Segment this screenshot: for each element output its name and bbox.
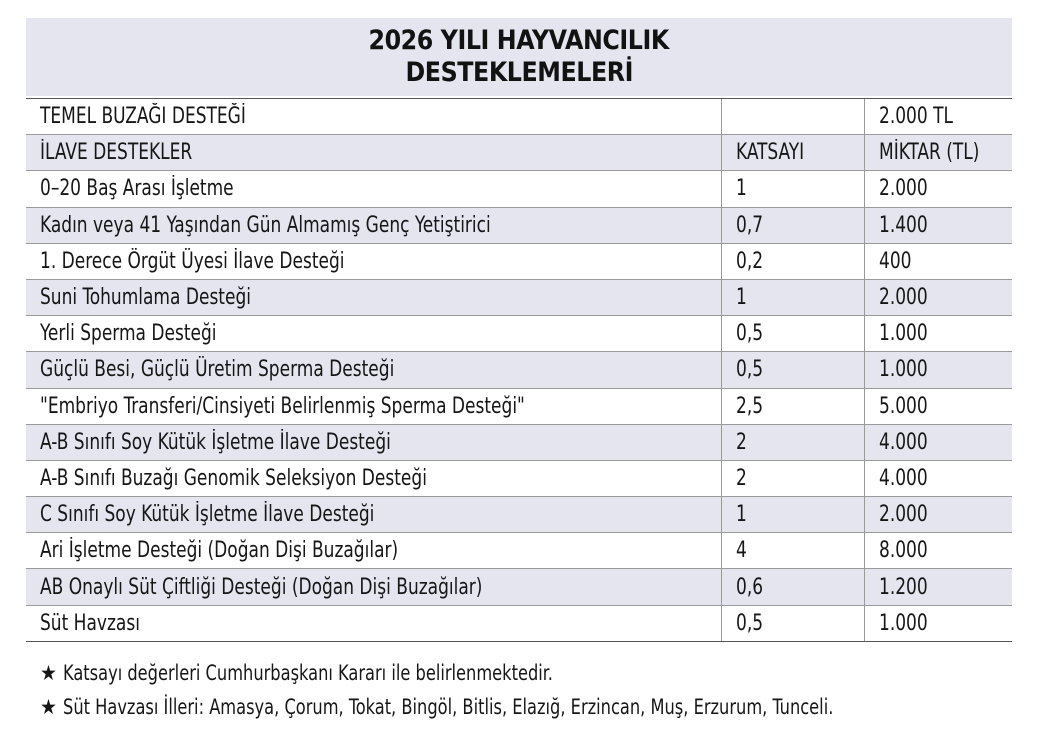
amount-cell bbox=[865, 460, 1012, 496]
coefficient-cell bbox=[721, 243, 865, 279]
amount-cell-text: 8.000 bbox=[879, 538, 929, 564]
support-name-cell-text: Kadın veya 41 Yaşından Gün Almamış Genç Yetiştirici bbox=[40, 212, 491, 238]
support-name-cell-text: TEMEL BUZAĞI DESTEĞİ bbox=[40, 104, 246, 130]
coefficient-cell-text: 0,5 bbox=[735, 357, 763, 383]
base-support-row bbox=[26, 99, 1012, 135]
amount-cell-text: 400 bbox=[879, 248, 912, 274]
table-row bbox=[26, 316, 1012, 352]
support-name-cell bbox=[26, 135, 721, 171]
coefficient-cell bbox=[721, 207, 865, 243]
title-banner bbox=[26, 18, 1012, 96]
support-name-cell bbox=[26, 533, 721, 569]
coefficient-cell bbox=[721, 352, 865, 388]
amount-cell bbox=[865, 99, 1012, 135]
coefficient-cell bbox=[721, 279, 865, 315]
table-row bbox=[26, 605, 1012, 641]
coefficient-cell-text: 1 bbox=[735, 285, 747, 311]
star-icon: ★ bbox=[40, 661, 57, 685]
coefficient-cell-text: 1 bbox=[735, 176, 747, 202]
support-name-cell bbox=[26, 207, 721, 243]
support-name-cell-text: A-B Sınıfı Buzağı Genomik Seleksiyon Desteği bbox=[40, 465, 427, 491]
amount-cell-text: 2.000 bbox=[879, 502, 929, 528]
coefficient-cell bbox=[721, 569, 865, 605]
amount-cell bbox=[865, 388, 1012, 424]
coefficient-cell-text: 0,5 bbox=[735, 610, 763, 636]
amount-cell bbox=[865, 605, 1012, 641]
support-name-cell bbox=[26, 605, 721, 641]
coefficient-cell bbox=[721, 605, 865, 641]
support-table bbox=[26, 98, 1012, 642]
table-row bbox=[26, 388, 1012, 424]
support-name-cell bbox=[26, 279, 721, 315]
table-row bbox=[26, 279, 1012, 315]
support-name-cell-text: Güçlü Besi, Güçlü Üretim Sperma Desteği bbox=[40, 357, 395, 383]
table-row bbox=[26, 352, 1012, 388]
coefficient-cell bbox=[721, 460, 865, 496]
table-row bbox=[26, 533, 1012, 569]
table-row bbox=[26, 569, 1012, 605]
coefficient-cell-text: 0,5 bbox=[735, 321, 763, 347]
support-name-cell bbox=[26, 352, 721, 388]
coefficient-cell-text: 0,6 bbox=[735, 574, 763, 600]
amount-cell bbox=[865, 207, 1012, 243]
coefficient-cell-text: 2 bbox=[735, 465, 747, 491]
amount-cell bbox=[865, 569, 1012, 605]
coefficient-cell-text: 1 bbox=[735, 502, 747, 528]
amount-cell bbox=[865, 497, 1012, 533]
coefficient-cell-text: 4 bbox=[735, 538, 747, 564]
amount-cell-text: 2.000 TL bbox=[879, 104, 954, 130]
amount-cell-text: 4.000 bbox=[879, 429, 929, 455]
amount-cell-text: 4.000 bbox=[879, 465, 929, 491]
amount-cell-text: MİKTAR (TL) bbox=[879, 140, 980, 166]
table-row bbox=[26, 424, 1012, 460]
coefficient-cell-text: 0,7 bbox=[735, 212, 763, 238]
title-line-1: 2026 YILI HAYVANCILIK bbox=[368, 25, 670, 56]
amount-cell-text: 1.400 bbox=[879, 212, 929, 238]
support-name-cell-text: A-B Sınıfı Soy Kütük İşletme İlave Desteği bbox=[40, 429, 391, 455]
support-name-cell bbox=[26, 316, 721, 352]
coefficient-cell bbox=[721, 171, 865, 207]
amount-cell bbox=[865, 243, 1012, 279]
table-header-row bbox=[26, 135, 1012, 171]
support-name-cell-text: İLAVE DESTEKLER bbox=[40, 140, 193, 166]
support-name-cell-text: Suni Tohumlama Desteği bbox=[40, 285, 251, 311]
support-name-cell-text: Ari İşletme Desteği (Doğan Dişi Buzağılar) bbox=[40, 538, 399, 564]
support-name-cell-text: 0–20 Baş Arası İşletme bbox=[40, 176, 234, 202]
amount-cell bbox=[865, 171, 1012, 207]
coefficient-cell bbox=[721, 316, 865, 352]
amount-cell bbox=[865, 279, 1012, 315]
support-name-cell bbox=[26, 569, 721, 605]
table-row bbox=[26, 171, 1012, 207]
support-name-cell bbox=[26, 99, 721, 135]
footnote bbox=[40, 656, 1030, 690]
amount-cell-text: 1.000 bbox=[879, 321, 929, 347]
coefficient-cell-text: 2 bbox=[735, 429, 747, 455]
table-row bbox=[26, 497, 1012, 533]
coefficient-cell bbox=[721, 135, 865, 171]
footnote-text: Katsayı değerleri Cumhurbaşkanı Kararı ile belirlenmektedir. bbox=[62, 661, 553, 685]
support-name-cell bbox=[26, 388, 721, 424]
amount-cell-text: 2.000 bbox=[879, 176, 929, 202]
footnote bbox=[40, 690, 1030, 724]
coefficient-cell-text: KATSAYI bbox=[735, 140, 804, 166]
support-name-cell-text: C Sınıfı Soy Kütük İşletme İlave Desteği bbox=[40, 502, 375, 528]
title-line-2: DESTEKLEMELERİ bbox=[405, 57, 633, 88]
amount-cell-text: 2.000 bbox=[879, 285, 929, 311]
coefficient-cell-text: 2,5 bbox=[735, 393, 763, 419]
support-name-cell-text: AB Onaylı Süt Çiftliği Desteği (Doğan Dişi Buzağılar) bbox=[40, 574, 483, 600]
support-name-cell-text: "Embriyo Transferi/Cinsiyeti Belirlenmiş Sperma Desteği" bbox=[40, 393, 525, 419]
table-row bbox=[26, 207, 1012, 243]
coefficient-cell bbox=[721, 388, 865, 424]
support-name-cell bbox=[26, 497, 721, 533]
support-name-cell bbox=[26, 424, 721, 460]
support-name-cell bbox=[26, 460, 721, 496]
coefficient-cell bbox=[721, 533, 865, 569]
coefficient-cell-text: 0,2 bbox=[735, 248, 763, 274]
support-name-cell bbox=[26, 171, 721, 207]
amount-cell bbox=[865, 135, 1012, 171]
footnote-text: Süt Havzası İlleri: Amasya, Çorum, Tokat, Bingöl, Bitlis, Elazığ, Erzincan, Muş, Erzurum, Tunceli. bbox=[62, 695, 834, 719]
amount-cell-text: 1.000 bbox=[879, 357, 929, 383]
table-row bbox=[26, 243, 1012, 279]
amount-cell-text: 1.200 bbox=[879, 574, 929, 600]
star-icon: ★ bbox=[40, 695, 57, 719]
amount-cell-text: 5.000 bbox=[879, 393, 929, 419]
coefficient-cell bbox=[721, 99, 865, 135]
support-name-cell-text: Yerli Sperma Desteği bbox=[40, 321, 217, 347]
amount-cell-text: 1.000 bbox=[879, 610, 929, 636]
coefficient-cell bbox=[721, 424, 865, 460]
support-name-cell-text: Süt Havzası bbox=[40, 610, 140, 636]
table-row bbox=[26, 460, 1012, 496]
amount-cell bbox=[865, 424, 1012, 460]
footnotes bbox=[40, 656, 1030, 724]
coefficient-cell bbox=[721, 497, 865, 533]
support-name-cell-text: 1. Derece Örgüt Üyesi İlave Desteği bbox=[40, 248, 345, 274]
support-name-cell bbox=[26, 243, 721, 279]
amount-cell bbox=[865, 352, 1012, 388]
amount-cell bbox=[865, 533, 1012, 569]
amount-cell bbox=[865, 316, 1012, 352]
